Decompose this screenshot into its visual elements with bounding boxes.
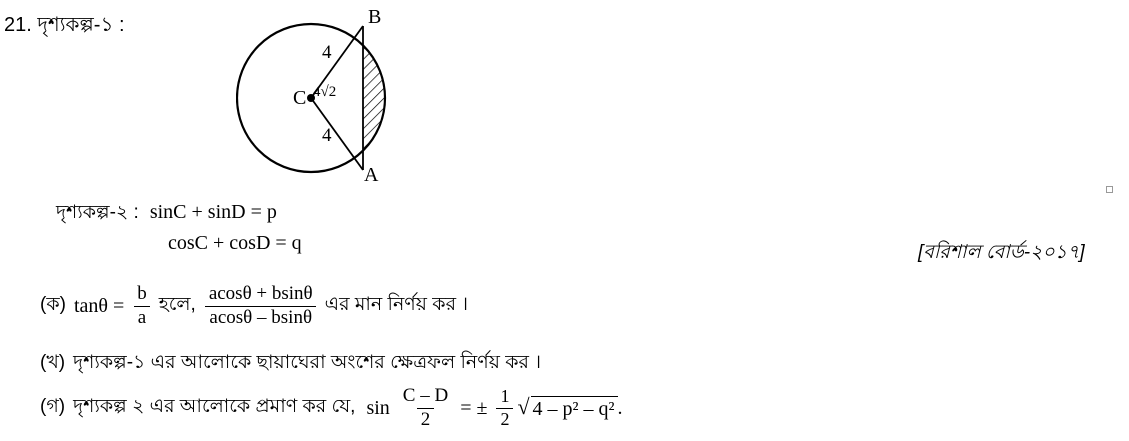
radical-icon: √ (517, 393, 530, 419)
question-number-line (4, 10, 125, 43)
part-ga-text-before: দৃশ্যকল্প ২ এর আলোকে প্রমাণ কর যে, (73, 396, 356, 418)
part-ka-text-mid: হলে, (158, 294, 196, 316)
figure-radius-bottom-label: 4 (322, 125, 332, 146)
part-ga-sin: sin (366, 396, 390, 419)
part-ga-half-denominator: 2 (496, 408, 513, 429)
part-ga (40, 386, 623, 430)
part-ka-frac2-denominator: acosθ – bsinθ (205, 306, 316, 329)
figure-radius-top-label: 4 (322, 42, 332, 63)
part-ga-angle-fraction (399, 386, 452, 430)
part-kha-marker: (খ) (40, 352, 66, 373)
figure-chord-label: 4√2 (313, 84, 337, 100)
scenario2-label: দৃশ্যকল্প-২ : (56, 202, 139, 223)
figure-label-C: C (293, 87, 307, 109)
part-ga-half-numerator: 1 (500, 386, 510, 407)
scenario2-equation-2: cosC + cosD = q (168, 232, 302, 254)
scenario2-line2 (168, 232, 302, 255)
figure-label-A: A (364, 164, 379, 186)
part-ka-frac1-numerator: b (137, 283, 147, 304)
part-ga-marker: (গ) (40, 396, 66, 418)
board-reference: [বরিশাল বোর্ড-২০১৭] (918, 242, 1085, 263)
scenario2-line1 (56, 198, 277, 230)
figure-label-B: B (368, 6, 382, 28)
part-ka (40, 284, 468, 328)
page-mark-icon (1106, 186, 1113, 193)
part-ga-square-root (517, 393, 617, 421)
scenario2-equation-1: sinC + sinD = p (149, 201, 277, 223)
question-number: 21. (4, 14, 32, 36)
part-kha (40, 348, 541, 380)
part-ka-text-before: tanθ = (73, 294, 125, 317)
part-ga-radicand: 4 – p² – q² (531, 396, 618, 421)
part-ka-fraction-expr (205, 284, 317, 328)
part-ga-period: . (617, 396, 623, 419)
scenario1-label: দৃশ্যকল্প-১ : (37, 14, 125, 36)
shaded-segment (363, 18, 416, 178)
part-ka-fraction-ba (133, 284, 151, 328)
part-ka-marker: (ক) (40, 294, 66, 316)
part-ga-frac-denominator: 2 (417, 408, 435, 431)
circle-figure (236, 8, 416, 190)
part-ga-equals: = ± (460, 396, 488, 419)
part-ka-text-after: এর মান নির্ণয় কর । (324, 294, 469, 316)
part-ka-frac2-numerator: acosθ + bsinθ (208, 283, 313, 304)
part-ga-half-fraction (496, 387, 513, 429)
radius-CA (311, 98, 363, 170)
part-ka-frac1-denominator: a (134, 306, 150, 329)
part-kha-text: দৃশ্যকল্প-১ এর আলোকে ছায়াঘেরা অংশের ক্ষেত্রফল নির্ণয় কর । (73, 352, 542, 373)
part-ga-frac-numerator: C – D (402, 385, 449, 406)
